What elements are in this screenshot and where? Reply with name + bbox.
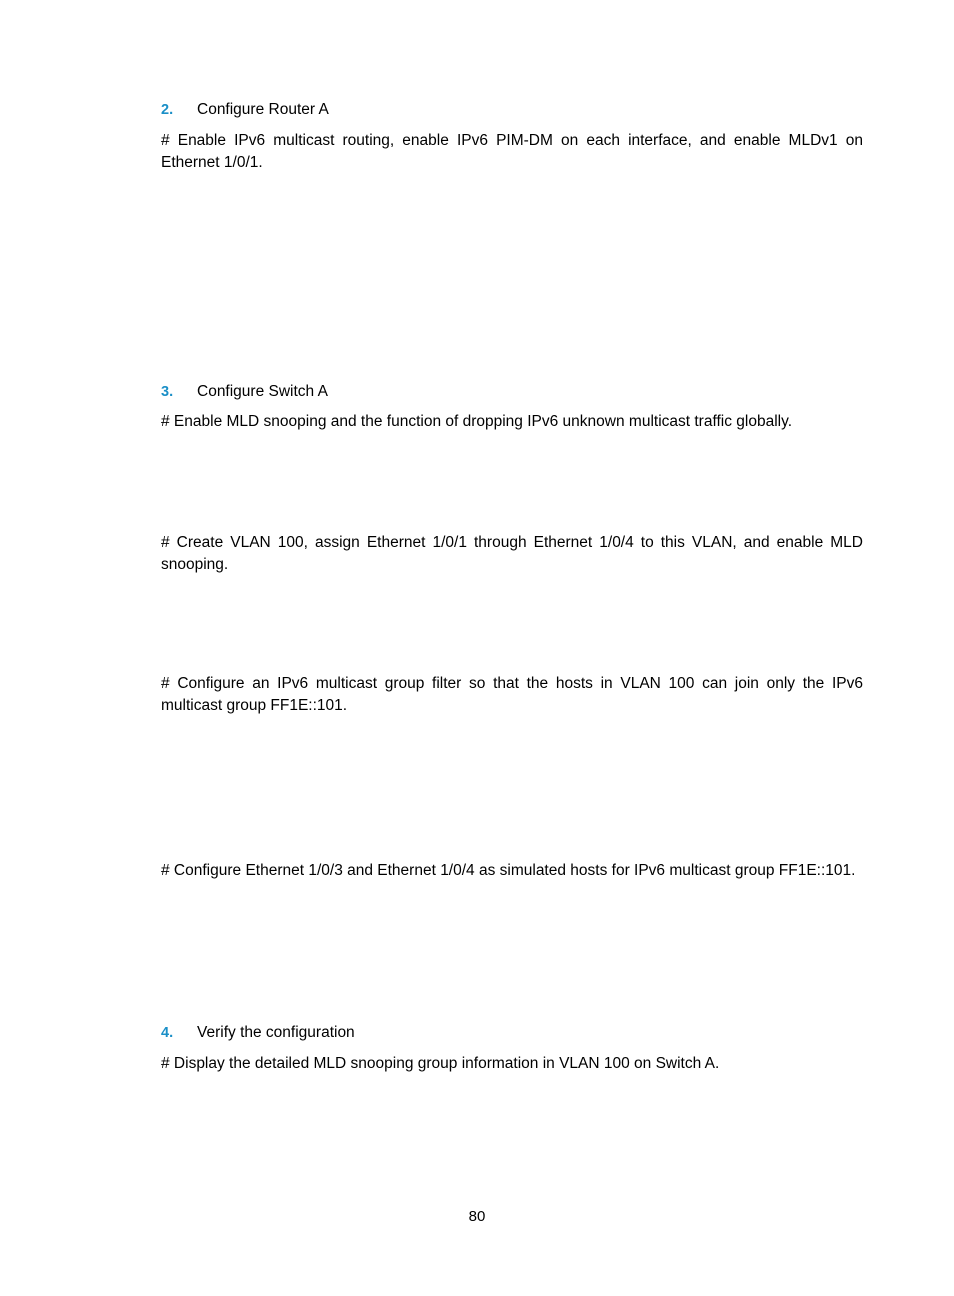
paragraph: # Configure an IPv6 multicast group filter so that the hosts in VLAN 100 can join only the IPv6 multicast group FF1E::101. — [161, 675, 863, 714]
paragraph: # Enable MLD snooping and the function of dropping IPv6 unknown multicast traffic globally. — [161, 413, 793, 430]
step-title: Configure Router A — [197, 101, 329, 118]
paragraph: # Create VLAN 100, assign Ethernet 1/0/1 through Ethernet 1/0/4 to this VLAN, and enable MLD snooping. — [161, 534, 863, 573]
step-number: 3. — [161, 384, 174, 400]
step-number: 4. — [161, 1025, 174, 1041]
page-number: 80 — [468, 1208, 486, 1225]
step-number: 2. — [161, 102, 174, 118]
step-title: Verify the configuration — [197, 1024, 355, 1041]
step-title: Configure Switch A — [197, 383, 328, 400]
paragraph: # Enable IPv6 multicast routing, enable IPv6 PIM-DM on each interface, and enable MLDv1 on Ethernet 1/0/1. — [161, 132, 863, 171]
paragraph: # Configure Ethernet 1/0/3 and Ethernet 1/0/4 as simulated hosts for IPv6 multicast group FF1E::101. — [161, 862, 856, 879]
paragraph: # Display the detailed MLD snooping group information in VLAN 100 on Switch A. — [161, 1055, 720, 1072]
